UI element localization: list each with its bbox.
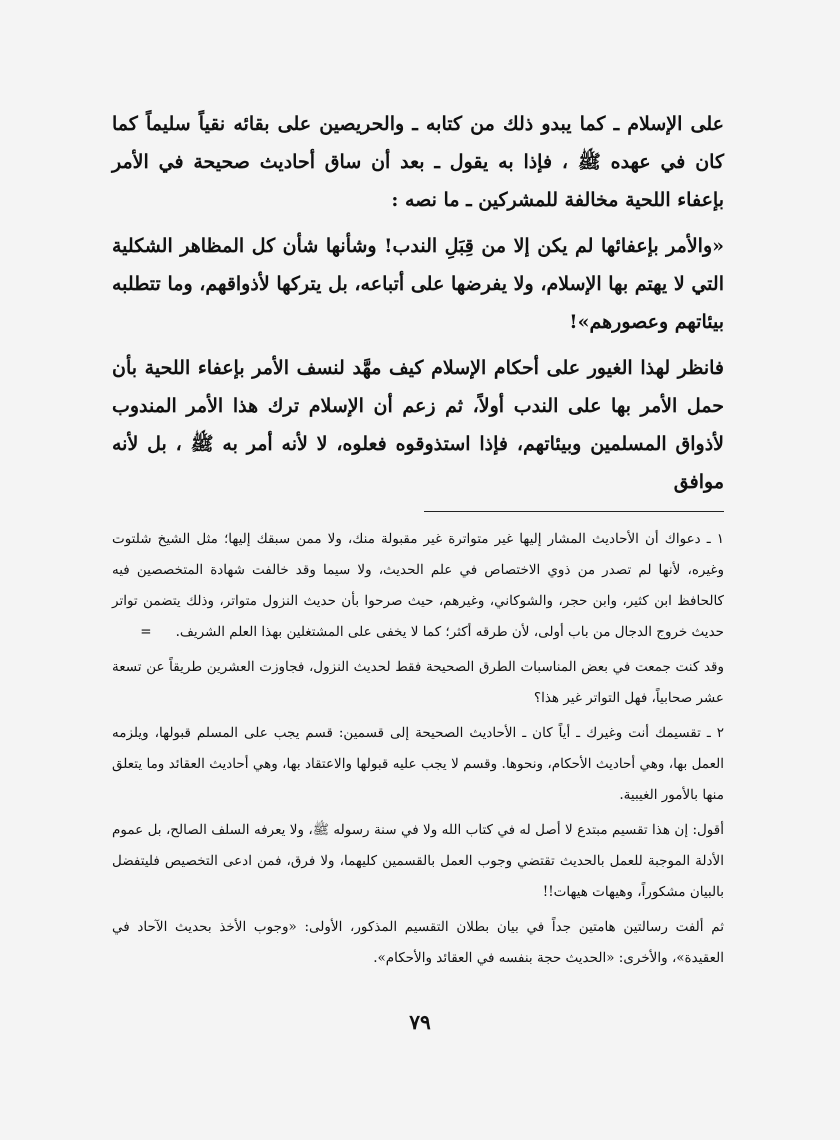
- continuation-mark: =: [140, 624, 152, 640]
- footnote-2-reply: أقول: إن هذا تقسيم مبتدع لا أصل له في كتاب الله ولا في سنة رسوله ﷺ، ولا يعرفه السلف الصالح، بل عموم الأدلة الموجبة للعمل بالحديث تقتضي وجوب العمل بالقسمين كليهما، ولا فرق، فمن ادعى التخصيص فليتفضل بالبيان مشكوراً، وهيهات هيهات!!: [112, 822, 724, 900]
- main-paragraph-3: فانظر لهذا الغيور على أحكام الإسلام كيف مهَّد لنسف الأمر بإعفاء اللحية بأن حمل الأمر بها على الندب أولاً، ثم زعم أن الإسلام ترك هذا الأمر المندوب لأذواق المسلمين وبيئاتهم، فإذا استذوقوه فعلوه، لا لأنه أمر به ﷺ ، بل لأنه موافق: [112, 357, 724, 493]
- main-paragraph-1: على الإسلام ـ كما يبدو ذلك من كتابه ـ والحريصين على بقائه نقياً سليماً كما كان في عهده ﷺ ، فإذا به يقول ـ بعد أن ساق أحاديث صحيحة في الأمر بإعفاء اللحية مخالفة للمشركين ـ ما نصه :: [112, 113, 724, 211]
- footnote-2: ٢ ـ تقسيمك أنت وغيرك ـ أياً كان ـ الأحاديث الصحيحة إلى قسمين: قسم يجب على المسلم قبولها، ويلزمه العمل بها، وهي أحاديث الأحكام، ونحوها. وقسم لا يجب عليه قبولها والاعتقاد بها، وهي أحاديث العقائد وما يتعلق منها بالأمور الغيبية.: [112, 725, 724, 803]
- page-number: ٧٩: [409, 1010, 431, 1034]
- main-paragraph-2: «والأمر بإعفائها لم يكن إلا من قِبَلِ الندب! وشأنها شأن كل المظاهر الشكلية التي لا يهتم بها الإسلام، ولا يفرضها على أتباعه، بل يتركها لأذواقهم، وما تتطلبه بيئاتهم وعصورهم»!: [112, 235, 724, 333]
- main-text: [112, 105, 724, 501]
- footnote-1: [112, 524, 724, 648]
- footnote-separator: [424, 511, 724, 512]
- footnote-item: ١ ـ دعواك أن الأحاديث المشار إليها غير متواترة غير مقبولة منك، ولا ممن سبقك إليها؛ مثل الشيخ شلتوت وغيره، لأنها لم تصدر من ذوي الاختصاص في علم الحديث، ولا سيما وقد خالفت شهادة المتخصصين فيه كالحافظ ابن كثير، وابن حجر، والشوكاني، وغيرهم، حيث صرحوا بأن حديث النزول متواتر، وذلك يتضمن تواتر حديث خروج الدجال من باب أولى، لأن طرقه أكثر؛ كما لا يخفى على المشتغلين بهذا العلم الشريف.: [112, 531, 724, 640]
- footnote-2-reference: ثم ألفت رسالتين هامتين جداً في بيان بطلان التقسيم المذكور، الأولى: «وجوب الأخذ بحديث الآحاد في العقيدة»، والأخرى: «الحديث حجة بنفسه في العقائد والأحكام».: [112, 919, 724, 966]
- page-content: [112, 105, 724, 974]
- footnotes: [112, 524, 724, 974]
- footnote-1-continued: وقد كنت جمعت في بعض المناسبات الطرق الصحيحة فقط لحديث النزول، فجاوزت العشرين طريقاً عن تسعة عشر صحابياً، فهل التواتر غير هذا؟: [112, 659, 725, 706]
